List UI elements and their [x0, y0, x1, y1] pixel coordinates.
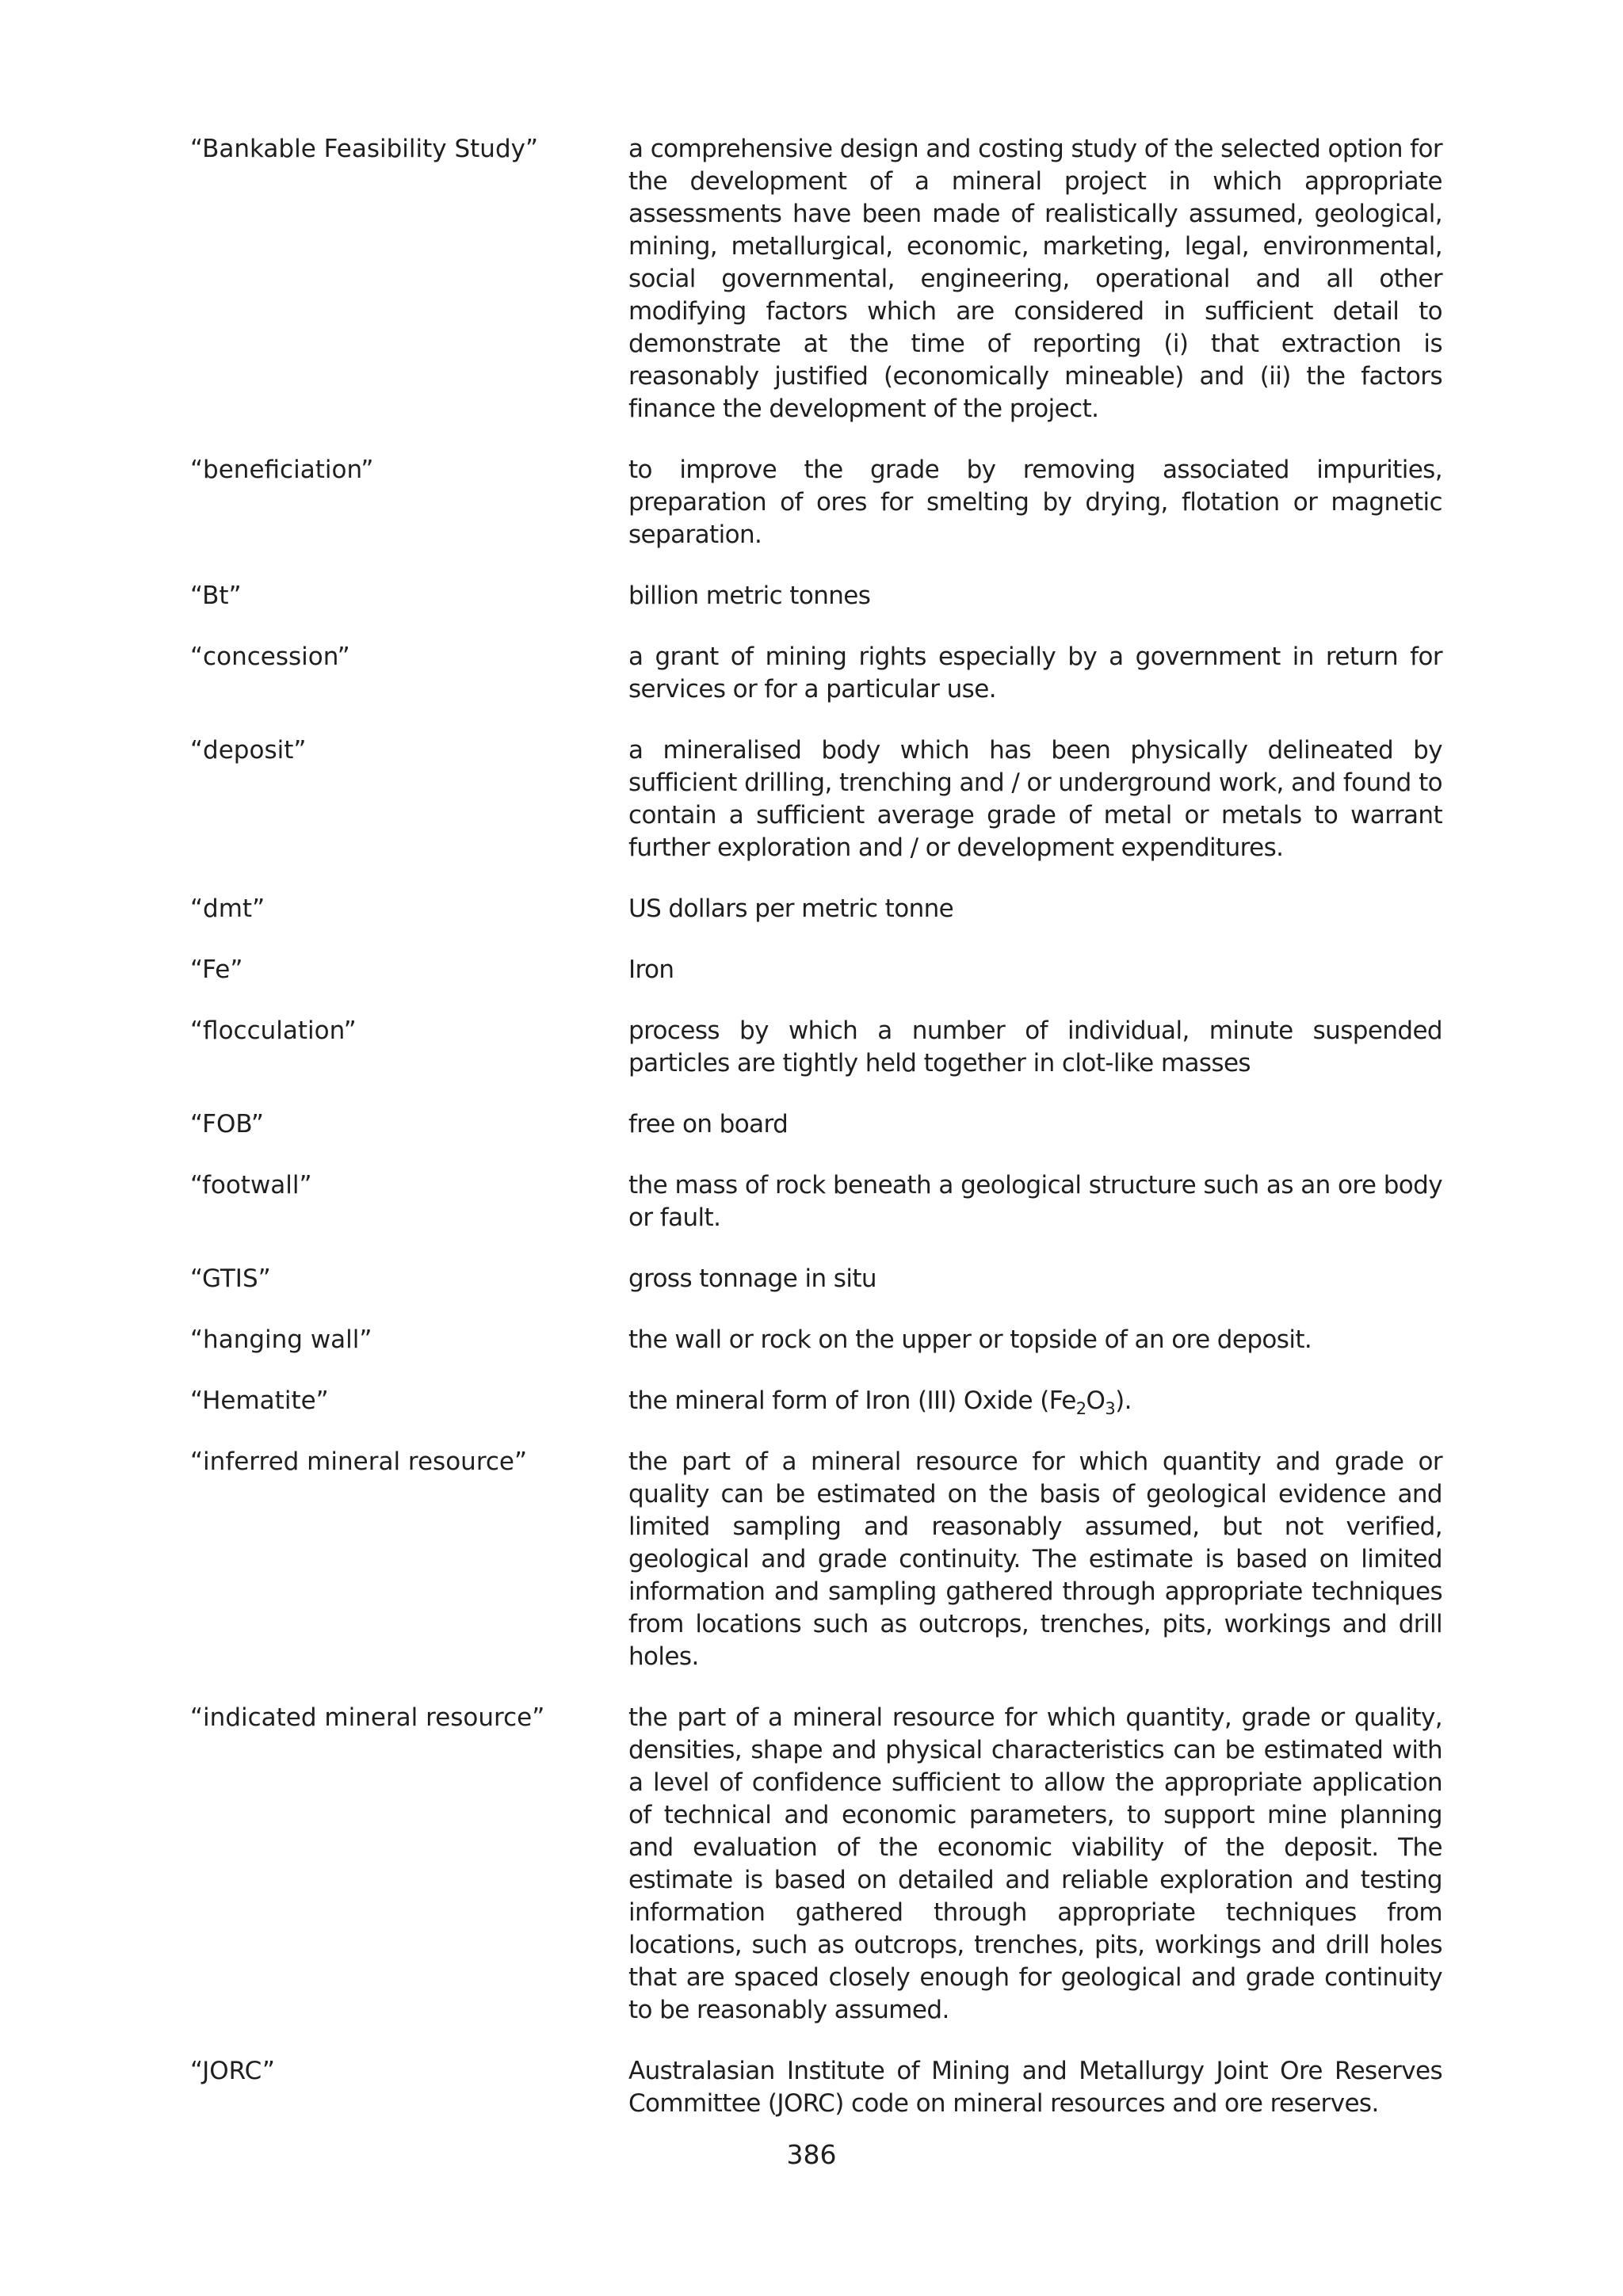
glossary-definition: Australasian Institute of Mining and Metallurgy Joint Ore Reserves Committee (JORC) code on mineral resources and ore reserves. [628, 2057, 1442, 2118]
glossary-definition: billion metric tonnes [628, 582, 871, 610]
glossary-entry [190, 893, 1442, 925]
glossary-term: “Bankable Feasibility Study” [190, 135, 539, 163]
glossary-term: “indicated mineral resource” [190, 1703, 545, 1732]
glossary-list [190, 133, 1442, 2149]
glossary-term: “flocculation” [190, 1016, 357, 1045]
glossary-entry [190, 1108, 1442, 1141]
page-number: 386 [786, 2139, 837, 2170]
glossary-entry [190, 454, 1442, 551]
glossary-term: “footwall” [190, 1171, 312, 1199]
glossary-entry [190, 133, 1442, 425]
glossary-term: “dmt” [190, 894, 265, 923]
definition-text: O [1086, 1386, 1106, 1415]
glossary-entry [190, 580, 1442, 612]
glossary-entry [190, 641, 1442, 706]
glossary-definition: a comprehensive design and costing study of the selected option for the development of a mineral project in which appropriate assessments have been made of realistically assumed, geological, mining, metallurgical, economic, marketing, legal, environmental, social governmental, engineering, operational and all other modifying factors which are considered in sufficient detail to demonstrate at the time of reporting (i) that extraction is reasonably justified (economically mineable) and (ii) the factors finance the development of the project. [628, 135, 1442, 423]
glossary-term: “JORC” [190, 2057, 275, 2085]
glossary-definition: to improve the grade by removing associated impurities, preparation of ores for smelting by drying, flotation or magnetic separation. [628, 456, 1442, 549]
definition-text: the mineral form of Iron (III) Oxide (Fe [628, 1386, 1076, 1415]
glossary-entry [190, 954, 1442, 986]
glossary-term: “inferred mineral resource” [190, 1447, 528, 1476]
glossary-definition: process by which a number of individual, minute suspended particles are tightly held together in clot-like masses [628, 1016, 1442, 1077]
glossary-definition: the wall or rock on the upper or topside of an ore deposit. [628, 1325, 1312, 1354]
glossary-term: “deposit” [190, 736, 307, 765]
glossary-definition: Iron [628, 955, 674, 984]
glossary-term: “GTIS” [190, 1264, 271, 1293]
glossary-term: “beneficiation” [190, 456, 374, 484]
glossary-entry [190, 1385, 1442, 1417]
glossary-term: “concession” [190, 643, 350, 671]
subscript: 3 [1105, 1399, 1116, 1418]
glossary-entry [190, 1324, 1442, 1356]
glossary-definition: the part of a mineral resource for which quantity, grade or quality, densities, shape and physical characteristics can be estimated with a level of confidence sufficient to allow the appropriate application of technical and economic parameters, to support mine planning and evaluation of the economic viability of the deposit. The estimate is based on detailed and reliable exploration and testing information gathered through appropriate techniques from locations, such as outcrops, trenches, pits, workings and drill holes that are spaced closely enough for geological and grade continuity to be reasonably assumed. [628, 1703, 1442, 2024]
glossary-definition: free on board [628, 1110, 789, 1138]
glossary-definition: gross tonnage in situ [628, 1264, 876, 1293]
glossary-entry [190, 1169, 1442, 1234]
glossary-term: “hanging wall” [190, 1325, 372, 1354]
glossary-entry [190, 2055, 1442, 2120]
glossary-term: “Fe” [190, 955, 243, 984]
glossary-entry [190, 734, 1442, 864]
glossary-definition: the mass of rock beneath a geological structure such as an ore body or fault. [628, 1171, 1442, 1232]
glossary-definition: the part of a mineral resource for which quantity and grade or quality can be estimated on the basis of geological evidence and limited sampling and reasonably assumed, but not verified, geological and grade continuity. The estimate is based on limited information and sampling gathered through appropriate techniques from locations such as outcrops, trenches, pits, workings and drill holes. [628, 1447, 1442, 1671]
glossary-definition: a grant of mining rights especially by a government in return for services or for a particular use. [628, 643, 1442, 704]
glossary-entry [190, 1015, 1442, 1080]
glossary-definition: US dollars per metric tonne [628, 894, 954, 923]
glossary-entry [190, 1263, 1442, 1295]
definition-text: ). [1115, 1386, 1132, 1415]
glossary-term: “Bt” [190, 582, 242, 610]
glossary-definition: a mineralised body which has been physically delineated by sufficient drilling, trenching and / or underground work, and found to contain a sufficient average grade of metal or metals to warrant further exploration and / or development expenditures. [628, 736, 1442, 862]
glossary-definition [628, 1385, 1442, 1417]
glossary-term: “FOB” [190, 1110, 264, 1138]
glossary-term: “Hematite” [190, 1386, 329, 1415]
glossary-entry [190, 1702, 1442, 2027]
glossary-entry [190, 1446, 1442, 1673]
subscript: 2 [1075, 1399, 1086, 1418]
